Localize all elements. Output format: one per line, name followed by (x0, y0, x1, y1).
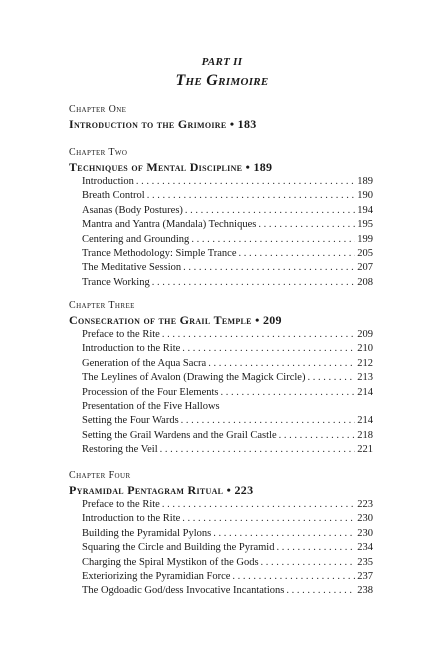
entry-page: 214 (357, 386, 373, 398)
toc-entry[interactable] (82, 570, 373, 584)
toc-entry[interactable] (82, 357, 373, 371)
entry-title: Procession of the Four Elements (82, 386, 219, 398)
entry-page: 194 (357, 204, 373, 216)
chapter-page: 209 (262, 313, 282, 327)
chapter-separator: • (245, 160, 251, 174)
entry-page: 234 (357, 542, 373, 554)
entry-page: 223 (357, 499, 373, 510)
leader-dots (191, 233, 355, 247)
entry-page: 230 (357, 527, 373, 539)
entry-title: Introduction to the Rite (82, 513, 181, 525)
chapter-title[interactable] (69, 116, 379, 132)
entry-title: Breath Control (82, 190, 145, 202)
leader-dots (213, 527, 355, 541)
toc-entry[interactable] (82, 233, 373, 247)
toc-entry[interactable] (82, 342, 373, 356)
leader-dots (220, 386, 355, 400)
toc-entry[interactable] (82, 541, 373, 555)
chapter-separator: • (226, 483, 232, 497)
entry-title: Preface to the Rite (82, 329, 160, 340)
toc-entry[interactable] (82, 443, 373, 457)
chapter-page: 223 (234, 483, 254, 497)
leader-dots (152, 276, 356, 290)
leader-dots (232, 570, 355, 584)
chapter-title-text: Consecration of the Grail Temple (69, 313, 252, 327)
chapter-label: Chapter One (69, 104, 127, 115)
toc-entry[interactable] (82, 261, 373, 275)
entry-title: The Leylines of Avalon (Drawing the Magick Circle) (82, 372, 306, 384)
chapter-two (69, 147, 379, 291)
entry-page: 213 (357, 372, 373, 384)
leader-dots (238, 247, 355, 261)
entry-title: Mantra and Yantra (Mandala) Techniques (82, 219, 257, 231)
chapter-title[interactable] (69, 159, 379, 175)
entry-title: Setting the Four Wards (82, 415, 179, 427)
leader-dots (162, 328, 355, 342)
entry-page: 210 (357, 343, 373, 355)
leader-dots (183, 261, 355, 275)
toc-entry[interactable] (82, 247, 373, 261)
chapter-three (69, 300, 379, 458)
entry-title: Preface to the Rite (82, 499, 160, 510)
chapter-separator: • (229, 117, 235, 131)
entry-title: Trance Working (82, 276, 150, 288)
entry-title: Asanas (Body Postures) (82, 204, 183, 216)
toc-entry[interactable] (82, 371, 373, 385)
chapter-entries (69, 175, 379, 291)
toc-entry[interactable] (82, 189, 373, 203)
chapter-label: Chapter Four (69, 470, 131, 481)
chapter-title-text: Pyramidal Pentagram Ritual (69, 483, 224, 497)
entry-title: The Meditative Session (82, 262, 182, 274)
leader-dots (182, 512, 355, 526)
entry-page: 221 (357, 444, 373, 456)
part-title: The Grimoire (175, 72, 269, 89)
entry-title: Introduction to the Rite (82, 343, 181, 355)
leader-dots (279, 429, 356, 443)
toc-entry[interactable] (82, 276, 373, 290)
entry-page: 209 (357, 329, 373, 340)
chapter-title-text: Techniques of Mental Discipline (69, 160, 243, 174)
toc-entry[interactable] (82, 386, 373, 400)
entry-title: Squaring the Circle and Building the Pyramid (82, 542, 275, 554)
entry-page: 189 (357, 176, 373, 187)
entry-title: Trance Methodology: Simple Trance (82, 248, 237, 259)
entry-page: 195 (357, 219, 373, 231)
leader-dots (147, 189, 356, 203)
entry-title: Restoring the Veil (82, 444, 158, 456)
entry-page: 235 (357, 556, 373, 568)
leader-dots (162, 498, 355, 512)
chapter-title[interactable] (69, 482, 379, 498)
entry-title: Introduction (82, 176, 134, 187)
entry-title: Charging the Spiral Mystikon of the Gods (82, 556, 259, 568)
chapter-page: 183 (237, 117, 257, 131)
part-label: PART II (201, 56, 243, 68)
entry-page: 230 (357, 513, 373, 525)
leader-dots (261, 556, 356, 570)
toc-entry[interactable] (82, 556, 373, 570)
toc-entry[interactable] (82, 429, 373, 443)
leader-dots (181, 414, 356, 428)
entry-page: 205 (357, 248, 373, 259)
chapter-label: Chapter Two (69, 147, 128, 158)
entry-title: Generation of the Aqua Sacra (82, 357, 207, 369)
toc-entry[interactable] (82, 218, 373, 232)
entry-title: Setting the Grail Wardens and the Grail Castle (82, 429, 277, 441)
leader-dots (208, 357, 355, 371)
entry-page: 238 (357, 585, 373, 597)
toc-entry[interactable] (82, 414, 373, 428)
entry-page: 212 (357, 357, 373, 369)
chapter-entries (69, 328, 379, 458)
entry-page: 208 (357, 276, 373, 288)
leader-dots (286, 584, 355, 598)
toc-entry[interactable] (82, 175, 373, 189)
toc-entry[interactable] (82, 328, 373, 342)
entry-title: Exteriorizing the Pyramidian Force (82, 571, 231, 582)
entry-title: Building the Pyramidal Pylons (82, 527, 212, 539)
entry-title: Centering and Grounding (82, 233, 190, 245)
toc-entry[interactable] (82, 498, 373, 512)
toc-entry[interactable] (82, 204, 373, 218)
leader-dots (258, 218, 355, 232)
chapter-page: 189 (253, 160, 273, 174)
entry-title: The Ogdoadic God/dess Invocative Incantations (82, 585, 285, 597)
toc-entry[interactable] (82, 400, 373, 414)
leader-dots (136, 175, 355, 189)
leader-dots (276, 541, 355, 555)
chapter-label: Chapter Three (69, 300, 135, 311)
toc-entry[interactable] (82, 584, 373, 598)
toc-entry[interactable] (82, 527, 373, 541)
chapter-separator: • (255, 313, 260, 327)
leader-dots (182, 342, 355, 356)
leader-dots (160, 443, 356, 457)
entry-page: 207 (357, 262, 373, 274)
entry-page: 237 (357, 571, 373, 582)
leader-dots (185, 204, 355, 218)
chapter-one (69, 104, 379, 132)
entry-page: 218 (357, 429, 373, 441)
toc-entry[interactable] (82, 512, 373, 526)
chapter-title[interactable] (69, 312, 379, 328)
entry-page: 199 (357, 233, 373, 245)
chapter-entries (69, 498, 379, 600)
chapter-title-text: Introduction to the Grimoire (69, 117, 227, 131)
chapter-four (69, 470, 379, 600)
entry-page: 214 (357, 415, 373, 427)
leader-dots (307, 371, 355, 385)
entry-title: Presentation of the Five Hallows (82, 401, 220, 412)
entry-page: 190 (357, 190, 373, 202)
